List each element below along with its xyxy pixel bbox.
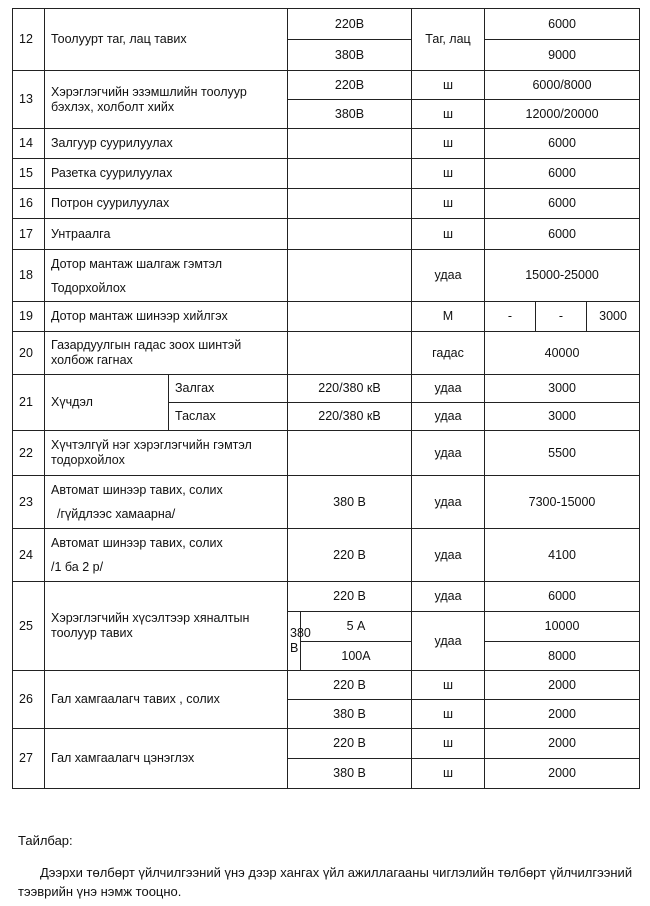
- row-number: 15: [13, 159, 45, 189]
- row-number: 22: [13, 431, 45, 476]
- voltage-cell: 380 В: [288, 612, 301, 671]
- note-text: Дээрхи төлбөрт үйлчилгээний үнэ дээр хангах үйл ажиллагааны чиглэлийн төлбөрт үйлчилгээний тээврийн үнэ нэмж тооцно.: [18, 865, 633, 899]
- table-row: [13, 219, 640, 250]
- service-name-line: Дотор мантаж шалгаж гэмтэл: [51, 256, 223, 271]
- voltage-cell: [288, 250, 412, 302]
- table-row: [13, 529, 640, 582]
- service-name: Разетка суурилуулах: [45, 159, 288, 189]
- unit-cell: удаа: [412, 403, 485, 431]
- service-name: Унтраалга: [45, 219, 288, 250]
- unit-cell: удаа: [412, 476, 485, 529]
- service-name: [45, 529, 288, 582]
- price-cell: -: [536, 302, 587, 332]
- price-cell: -: [485, 302, 536, 332]
- unit-cell: ш: [412, 729, 485, 759]
- price-cell: 15000-25000: [485, 250, 640, 302]
- voltage-cell: [288, 332, 412, 375]
- row-number: 17: [13, 219, 45, 250]
- service-name: Гал хамгаалагч цэнэглэх: [45, 729, 288, 789]
- row-number: 13: [13, 71, 45, 129]
- unit-cell: удаа: [412, 612, 485, 671]
- amperage-cell: 100А: [301, 642, 412, 671]
- price-cell: 12000/20000: [485, 100, 640, 129]
- service-name: [45, 476, 288, 529]
- voltage-cell: 380В: [288, 40, 412, 71]
- service-name: Газардуулгын гадас зоох шинтэй холбож гагнах: [45, 332, 288, 375]
- note-title: Тайлбар:: [18, 833, 73, 848]
- price-cell: 6000: [485, 129, 640, 159]
- service-name: Хүчдэл: [45, 375, 169, 431]
- voltage-cell: 220/380 кВ: [288, 375, 412, 403]
- voltage-cell: 220 В: [288, 529, 412, 582]
- price-cell: 7300-15000: [485, 476, 640, 529]
- unit-cell: ш: [412, 671, 485, 700]
- voltage-cell: 380В: [288, 100, 412, 129]
- unit-cell: удаа: [412, 582, 485, 612]
- row-number: 18: [13, 250, 45, 302]
- price-cell: 10000: [485, 612, 640, 642]
- table-row: [13, 9, 640, 40]
- unit-cell: удаа: [412, 431, 485, 476]
- unit-cell: ш: [412, 189, 485, 219]
- row-number: 20: [13, 332, 45, 375]
- voltage-cell: [288, 219, 412, 250]
- service-name: Дотор мантаж шинээр хийлгэх: [45, 302, 288, 332]
- row-number: 23: [13, 476, 45, 529]
- unit-cell: ш: [412, 159, 485, 189]
- price-cell: 2000: [485, 759, 640, 789]
- price-cell: 6000/8000: [485, 71, 640, 100]
- amperage-cell: 5 А: [301, 612, 412, 642]
- table-row: [13, 431, 640, 476]
- service-name-line: Тодорхойлох: [51, 280, 126, 295]
- row-number: 12: [13, 9, 45, 71]
- service-name: Залгуур суурилуулах: [45, 129, 288, 159]
- price-cell: 6000: [485, 159, 640, 189]
- voltage-cell: 220 В: [288, 671, 412, 700]
- sub-service-name: Залгах: [169, 375, 288, 403]
- row-number: 16: [13, 189, 45, 219]
- voltage-cell: 220/380 кВ: [288, 403, 412, 431]
- unit-cell: ш: [412, 759, 485, 789]
- service-name-line: /гүйдлээс хамаарна/: [57, 507, 176, 521]
- price-cell: 9000: [485, 40, 640, 71]
- service-name: Потрон суурилуулах: [45, 189, 288, 219]
- service-name: [45, 250, 288, 302]
- unit-cell: удаа: [412, 529, 485, 582]
- voltage-cell: 220В: [288, 71, 412, 100]
- voltage-cell: [288, 159, 412, 189]
- service-name: Тоолуурт таг, лац тавих: [45, 9, 288, 71]
- service-name: Хэрэглэгчийн хүсэлтээр хяналтын тоолуур тавих: [45, 582, 288, 671]
- price-cell: 5500: [485, 431, 640, 476]
- price-cell: 6000: [485, 219, 640, 250]
- service-name: Гал хамгаалагч тавих , солих: [45, 671, 288, 729]
- voltage-cell: 220В: [288, 9, 412, 40]
- row-number: 26: [13, 671, 45, 729]
- table-row: [13, 729, 640, 759]
- table-row: [13, 250, 640, 302]
- service-name-line: /1 ба 2 р/: [51, 560, 104, 574]
- voltage-cell: [288, 129, 412, 159]
- voltage-cell: [288, 189, 412, 219]
- unit-cell: ш: [412, 129, 485, 159]
- table-row: [13, 375, 640, 403]
- price-cell: 3000: [485, 375, 640, 403]
- price-cell: 6000: [485, 9, 640, 40]
- price-cell: 2000: [485, 729, 640, 759]
- voltage-cell: 220 В: [288, 582, 412, 612]
- voltage-cell: [288, 302, 412, 332]
- service-name: Хүчтэлгүй нэг хэрэглэгчийн гэмтэл тодорхойлох: [45, 431, 288, 476]
- table-row: [13, 671, 640, 700]
- price-table: [12, 8, 640, 789]
- voltage-cell: [288, 431, 412, 476]
- service-name-line: Автомат шинээр тавих, солих: [51, 536, 223, 550]
- row-number: 24: [13, 529, 45, 582]
- price-cell: 6000: [485, 582, 640, 612]
- unit-cell: Таг, лац: [412, 9, 485, 71]
- table-row: [13, 332, 640, 375]
- unit-cell: удаа: [412, 375, 485, 403]
- voltage-cell: 220 В: [288, 729, 412, 759]
- unit-cell: удаа: [412, 250, 485, 302]
- table-row: [13, 159, 640, 189]
- table-row: [13, 189, 640, 219]
- price-cell: 8000: [485, 642, 640, 671]
- row-number: 21: [13, 375, 45, 431]
- unit-cell: М: [412, 302, 485, 332]
- row-number: 25: [13, 582, 45, 671]
- service-name: Хэрэглэгчийн эзэмшлийн тоолуур бэхлэх, холболт хийх: [45, 71, 288, 129]
- unit-cell: ш: [412, 71, 485, 100]
- table-row: [13, 582, 640, 612]
- voltage-cell: 380 В: [288, 476, 412, 529]
- row-number: 19: [13, 302, 45, 332]
- sub-service-name: Таслах: [169, 403, 288, 431]
- unit-cell: гадас: [412, 332, 485, 375]
- price-cell: 40000: [485, 332, 640, 375]
- row-number: 14: [13, 129, 45, 159]
- row-number: 27: [13, 729, 45, 789]
- table-row: [13, 129, 640, 159]
- price-cell: 2000: [485, 671, 640, 700]
- table-row: [13, 476, 640, 529]
- unit-cell: ш: [412, 219, 485, 250]
- price-cell: 4100: [485, 529, 640, 582]
- voltage-cell: 380 В: [288, 700, 412, 729]
- table-row: [13, 302, 640, 332]
- price-cell: 2000: [485, 700, 640, 729]
- price-cell: 6000: [485, 189, 640, 219]
- service-name-line: Автомат шинээр тавих, солих: [51, 483, 223, 497]
- table-row: [13, 71, 640, 100]
- voltage-cell: 380 В: [288, 759, 412, 789]
- price-cell: 3000: [485, 403, 640, 431]
- unit-cell: ш: [412, 100, 485, 129]
- unit-cell: ш: [412, 700, 485, 729]
- price-cell: 3000: [587, 302, 640, 332]
